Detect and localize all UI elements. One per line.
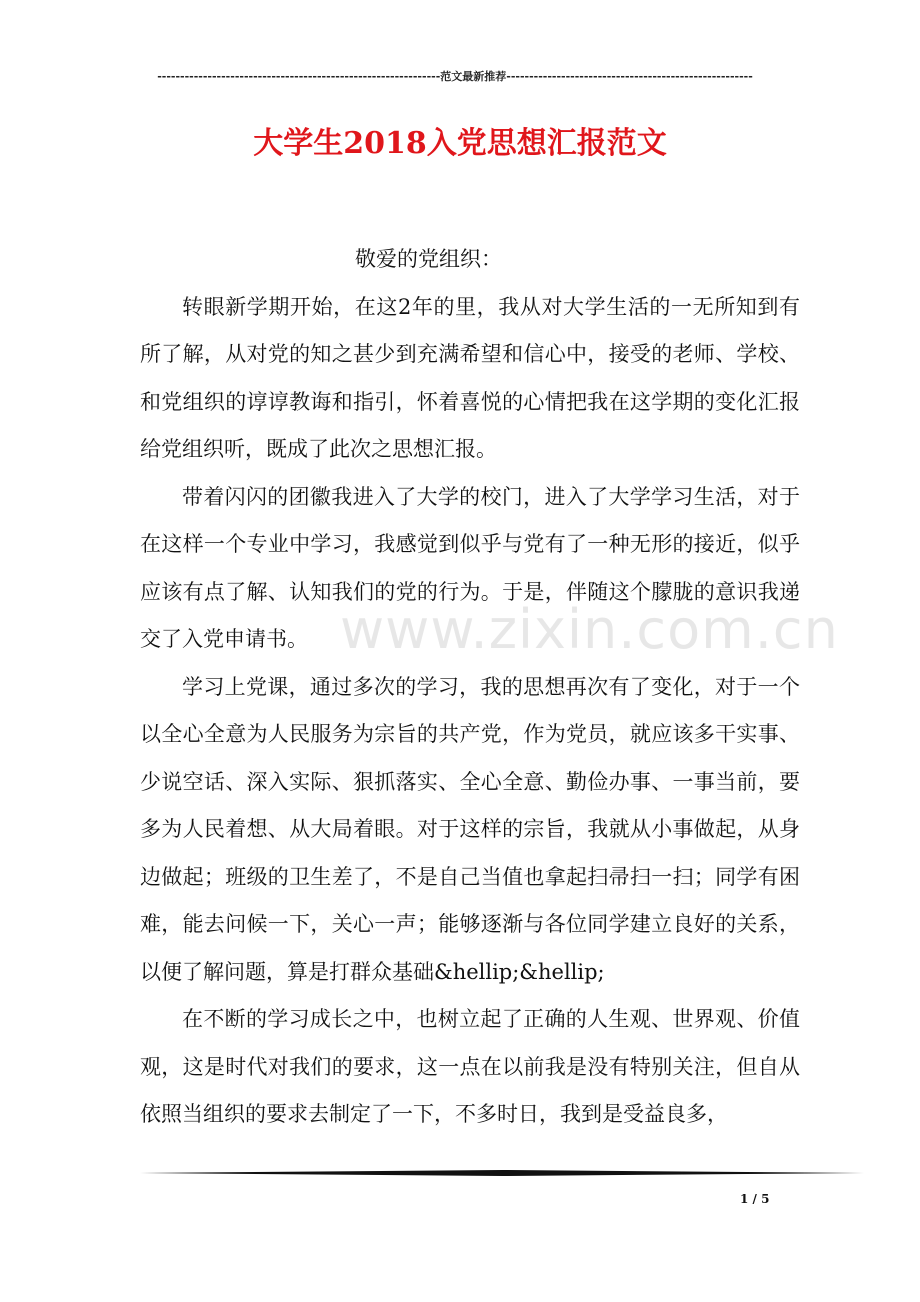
footer-rule bbox=[140, 1170, 864, 1176]
salutation: 敬爱的党组织： bbox=[355, 247, 502, 271]
header-banner: --------------------------------------------------------------范文最新推荐------------------------------------------------------ bbox=[157, 70, 753, 83]
document-body bbox=[140, 236, 800, 1139]
watermark: www.zixin.com.cn bbox=[340, 598, 839, 661]
paragraph-1: 转眼新学期开始，在这2年的里，我从对大学生活的一无所知到有所了解，从对党的知之甚少到充满希望和信心中，接受的老师、学校、和党组织的谆谆教诲和指引，怀着喜悦的心情把我在这学期的变化汇报给党组织听，既成了此次之思想汇报。 bbox=[140, 294, 800, 461]
page-number: 1 / 5 bbox=[740, 1192, 770, 1206]
paragraph-3: 学习上党课，通过多次的学习，我的思想再次有了变化，对于一个以全心全意为人民服务为宗旨的共产党，作为党员，就应该多干实事、少说空话、深入实际、狠抓落实、全心全意、勤俭办事、一事当前，要多为人民着想、从大局着眼。对于这样的宗旨，我就从小事做起，从身边做起；班级的卫生差了，不是自己当值也拿起扫帚扫一扫；同学有困难，能去问候一下，关心一声；能够逐渐与各位同学建立良好的关系，以便了解问题，算是打群众基础&hellip;&hellip; bbox=[140, 674, 800, 984]
paragraph-4: 在不断的学习成长之中，也树立起了正确的人生观、世界观、价值观，这是时代对我们的要求，这一点在以前我是没有特别关注，但自从依照当组织的要求去制定了一下，不多时日，我到是受益良多， bbox=[140, 1007, 800, 1126]
paragraph-2: 带着闪闪的团徽我进入了大学的校门，进入了大学学习生活，对于在这样一个专业中学习，我感觉到似乎与党有了一种无形的接近，似乎应该有点了解、认知我们的党的行为。于是，伴随这个朦胧的意识我递交了入党申请书。 bbox=[140, 484, 800, 651]
document-title: 大学生2018入党思想汇报范文 bbox=[253, 126, 667, 161]
